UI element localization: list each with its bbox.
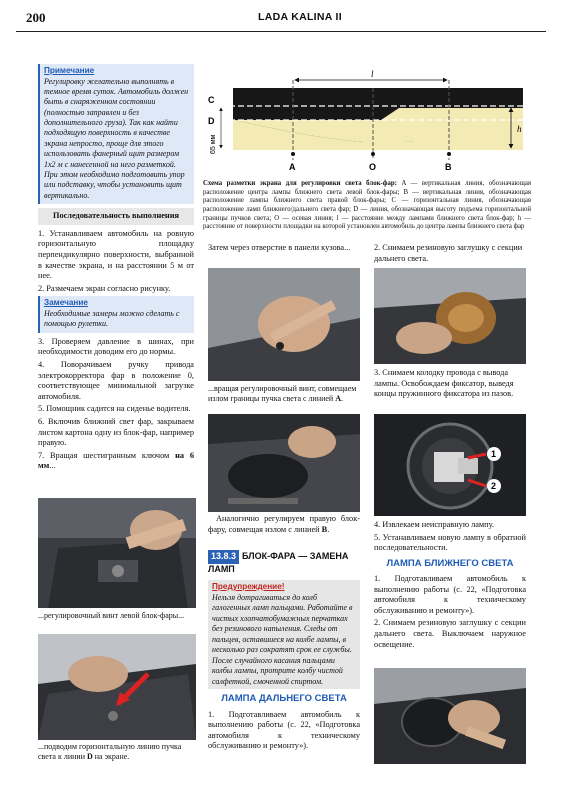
note-body: Регулировку желательно выполнять в темное время суток. Автомобиль должен быть в снаряженном состоянии (полностью заправлен и без дополнительного груза). Так как найти подходящую поверхность в качестве экрана непросто, проще для этого использовать фанерный щит размером 1х2 м с нанесенной на него разметкой. При этом необходимо подготовить упор или подставку, чтобы установить щит вертикально. bbox=[44, 76, 189, 200]
photo-lamp-connector bbox=[374, 414, 526, 516]
marker-2: 2 bbox=[491, 481, 497, 491]
left-column bbox=[38, 64, 194, 474]
remark-title: Замечание bbox=[44, 298, 88, 308]
diagram-caption bbox=[203, 180, 531, 232]
middle-p2-bold: В bbox=[321, 524, 328, 534]
label-d: D bbox=[208, 116, 215, 126]
remark-body: Необходимые замеры можно сделать с помощью рулетки. bbox=[44, 308, 180, 329]
caption-headlight-screw bbox=[38, 742, 194, 762]
step-7-bold: на 6 мм bbox=[38, 450, 195, 471]
step-4: 4. Поворачиваем ручку привода электрокорректора фар в положение 0, соответствующее минимальной загрузке автомобиля. bbox=[38, 359, 194, 401]
photo-adjust-screw-image bbox=[38, 498, 196, 608]
step-7-end: ... bbox=[49, 461, 56, 471]
sequence-title: Последовательность выполнения bbox=[38, 208, 194, 225]
low-beam-heading: ЛАМПА БЛИЖНЕГО СВЕТА bbox=[386, 557, 514, 569]
photo-right-headlight bbox=[208, 414, 360, 512]
right-step-3: 3. Снимаем колодку провода с вывода лампы. Освобождаем фиксатор, выведя концы пружинного фиксатора из пазов. bbox=[374, 368, 514, 399]
photo-rubber-cap bbox=[374, 268, 526, 364]
photo-right-headlight-image bbox=[208, 414, 360, 512]
screen-diagram-svg bbox=[203, 68, 531, 176]
middle-lower bbox=[208, 576, 360, 754]
step-7-text: 7. Вращая шестигранным ключом bbox=[38, 450, 170, 460]
step-5: 5. Помощник садится на сиденье водителя. bbox=[38, 404, 191, 414]
caption-2-end: на экране. bbox=[92, 752, 130, 762]
photo-low-beam bbox=[374, 668, 526, 764]
step-6: 6. Включив ближний свет фар, закрываем листом картона одну из блок-фар, например правую. bbox=[38, 417, 194, 448]
step-2: 2. Размечаем экран согласно рисунку. bbox=[38, 283, 171, 293]
label-o: O bbox=[369, 162, 377, 172]
photo-adjust-screw bbox=[38, 498, 196, 608]
marker-1: 1 bbox=[491, 449, 497, 459]
middle-p2-end: . bbox=[327, 524, 330, 534]
middle-p2-text: Аналогично регулируем правую блок-фару, совмещая излом с линией bbox=[208, 514, 360, 534]
photo-rubber-cap-image bbox=[374, 268, 526, 364]
note-box bbox=[38, 64, 194, 204]
low-beam-step-1: 1. Подготавливаем автомобиль к выполнению работы (с. 22, «Подготовка автомобиля к техническому обслуживанию и ремонту»). bbox=[374, 573, 526, 615]
right-step-4: 4. Извлекаем неисправную лампу. bbox=[374, 520, 494, 529]
caption-panel bbox=[208, 384, 360, 404]
label-a: A bbox=[289, 162, 296, 172]
section-heading bbox=[208, 550, 360, 575]
book-title: LADA KALINA II bbox=[258, 11, 342, 23]
label-b: B bbox=[445, 162, 452, 172]
middle-intro: Затем через отверстие в панели кузова... bbox=[208, 243, 351, 252]
photo-lamp-connector-image bbox=[374, 414, 526, 516]
warning-box bbox=[208, 580, 360, 689]
high-beam-step-1: 1. Подготавливаем автомобиль к выполнению работы (с. 22, «Подготовка автомобиля к техническому обслуживанию и ремонту»). bbox=[208, 709, 360, 751]
label-h: h bbox=[517, 124, 522, 134]
step-1: 1. Устанавливаем автомобиль на ровную горизонтальную площадку перпендикулярно поверхности, выбранной в качестве экрана, и на расстоянии 5 м от нее. bbox=[38, 228, 194, 281]
caption-2-bold: D bbox=[86, 752, 93, 762]
diagram-caption-text: A — вертикальная линия, обозначающая расположение центра лампы ближнего света левой блок-фары; B — вертикальная линия, обозначающая расположение лампы ближнего света правой блок-фары; C — горизонтальная линия, обозначающая расположение ламп ближнего/дальнего света фар; D — линия, обозначающая высоту подъема горизонтальной границы пучков света; O — осевая линия; l — расстояние между лампами ближнего света блок-фар; h — расстояние от поверхности площадки на которой установлен автомобиль до центра лампы ближнего света фар bbox=[203, 180, 531, 231]
warning-body: Нельзя дотрагиваться до колб галогенных ламп пальцами. Работайте в чистых хлопчатобумажных перчатках без резинового напыления. Следы от пальцев, оставшиеся на колбе лампы, в несколько раз сократят срок ее службы. После случайного касания пальцами колбы лампы, протрите колбу чистой салфеткой, смоченной спиртом. bbox=[212, 592, 353, 686]
low-beam-step-2: 2. Снимаем резиновую заглушку с секции дальнего света. Выключаем наружное освещение. bbox=[374, 618, 526, 649]
right-step-5: 5. Устанавливаем новую лампу в обратной последовательности. bbox=[374, 532, 526, 553]
section-title: БЛОК-ФАРА — ЗАМЕНА ЛАМП bbox=[208, 551, 349, 574]
remark-box bbox=[38, 296, 194, 332]
photo-headlight-screw bbox=[38, 634, 196, 740]
diagram-caption-title: Схема разметки экрана для регулировки света блок-фар: bbox=[203, 180, 397, 187]
step-3: 3. Проверяем давление в шинах, при необходимости доводим его до нормы. bbox=[38, 336, 194, 357]
high-beam-heading: ЛАМПА ДАЛЬНЕГО СВЕТА bbox=[221, 693, 347, 705]
caption-panel-end: . bbox=[341, 394, 343, 404]
label-c: C bbox=[208, 95, 215, 105]
photo-low-beam-image bbox=[374, 668, 526, 764]
warning-title: Предупреждение! bbox=[212, 582, 285, 591]
caption-adjust-screw: ...регулировочный винт левой блок-фары... bbox=[38, 611, 185, 620]
screen-diagram bbox=[203, 68, 531, 176]
page-number: 200 bbox=[26, 10, 46, 25]
note-title: Примечание bbox=[44, 66, 95, 75]
step-7 bbox=[38, 451, 194, 472]
label-l: l bbox=[371, 69, 374, 79]
middle-right-headlight-text bbox=[208, 514, 360, 537]
label-65mm: 65 мм bbox=[210, 134, 217, 154]
right-mid bbox=[374, 520, 526, 652]
photo-panel-hole-image bbox=[208, 268, 360, 381]
caption-panel-bold: А bbox=[335, 394, 341, 404]
section-number: 13.8.3 bbox=[208, 550, 239, 564]
caption-panel-text: ...вращая регулировочный винт, совмещаем излом границы пучка света с линией bbox=[208, 384, 357, 404]
caption-2-text: ...подводим горизонтальную линию пучка света к линии bbox=[38, 742, 182, 762]
photo-headlight-screw-image bbox=[38, 634, 196, 740]
photo-panel-hole bbox=[208, 268, 360, 381]
right-step-2: 2. Снимаем резиновую заглушку с секции дальнего света. bbox=[374, 243, 523, 263]
